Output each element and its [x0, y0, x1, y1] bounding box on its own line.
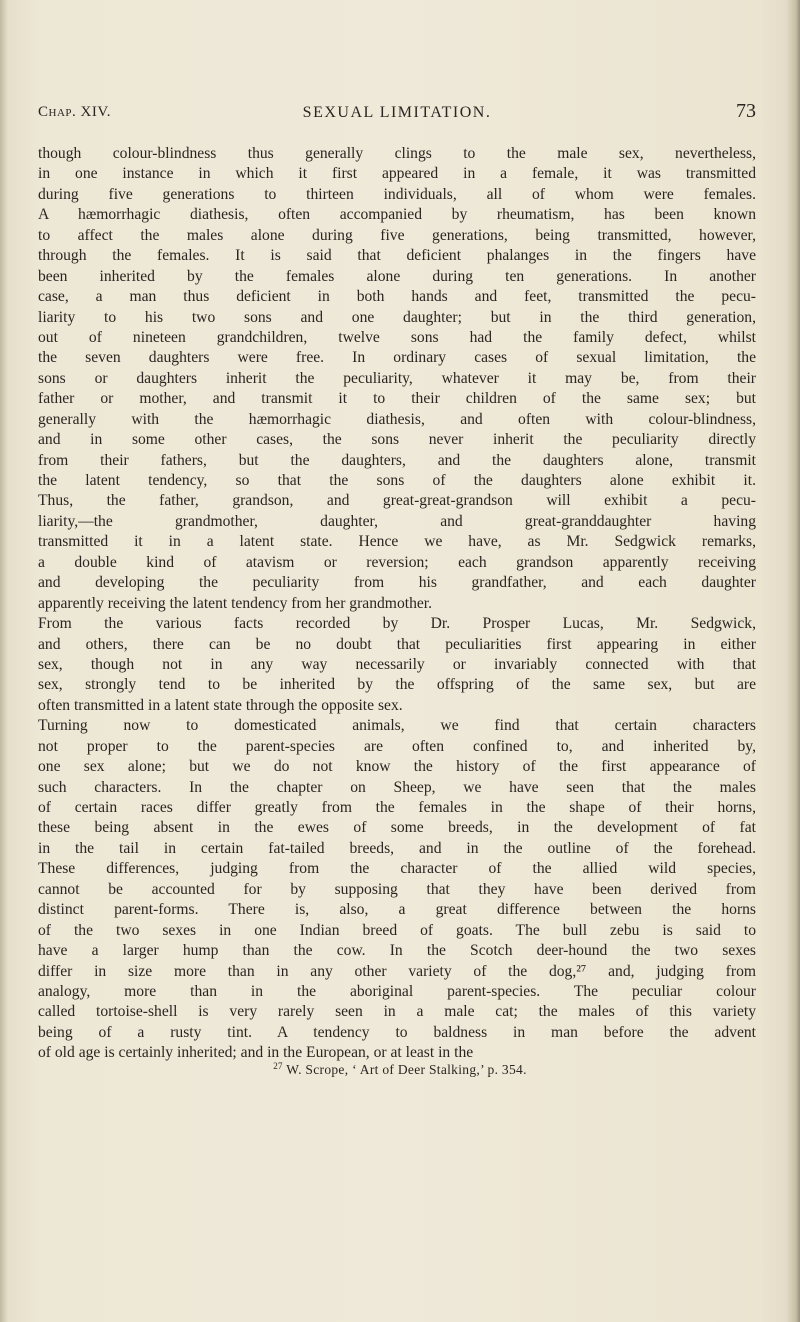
text-line: through the females. It is said that deficient phalanges in the fingers have	[38, 247, 756, 265]
text-line: have a larger hump than the cow. In the Scotch deer-hound the two sexes	[38, 942, 756, 960]
text-line: of certain races differ greatly from the females in the shape of their horns,	[38, 799, 756, 816]
text-line: apparently receiving the latent tendency from her grandmother.	[38, 594, 433, 612]
footnote-text: W. Scrope, ‘ Art of Deer Stalking,’ p. 354.	[282, 1062, 527, 1077]
text-line: to affect the males alone during five generations, being transmitted, however,	[38, 226, 756, 244]
text-line: Turning now to domesticated animals, we find that certain characters	[38, 717, 756, 735]
text-line: sex, strongly tend to be inherited by the offspring of the same sex, but are	[38, 676, 756, 694]
text-line: transmitted it in a latent state. Hence we have, as Mr. Sedgwick remarks,	[38, 533, 756, 551]
text-line: distinct parent-forms. There is, also, a great difference between the horns	[38, 901, 756, 919]
text-line: Thus, the father, grandson, and great-great-grandson will exhibit a pecu-	[38, 492, 756, 510]
running-title: SEXUAL LIMITATION.	[302, 104, 492, 121]
text-line: A hæmorrhagic diathesis, often accompanied by rheumatism, has been known	[38, 206, 756, 224]
page-left-shadow	[0, 0, 8, 1322]
page-header	[38, 100, 756, 134]
text-line: called tortoise-shell is very rarely seen in a male cat; the males of this variety	[38, 1003, 756, 1021]
text-line: out of nineteen grandchildren, twelve sons had the family defect, whilst	[38, 328, 756, 346]
text-line: though colour-blindness thus generally clings to the male sex, nevertheless,	[38, 145, 756, 162]
page-right-shadow	[786, 0, 800, 1322]
page-number: 73	[736, 100, 756, 122]
text-line: the seven daughters were free. In ordinary cases of sexual limitation, the	[38, 349, 756, 367]
text-line: and developing the peculiarity from his grandfather, and each daughter	[38, 574, 756, 592]
text-line: of the two sexes in one Indian breed of goats. The bull zebu is said to	[38, 921, 756, 939]
text-line: one sex alone; but we do not know the history of the first appearance of	[38, 758, 756, 776]
text-line: being of a rusty tint. A tendency to baldness in man before the advent	[38, 1023, 756, 1041]
text-line: been inherited by the females alone during ten generations. In another	[38, 267, 756, 285]
text-line: such characters. In the chapter on Sheep, we have seen that the males	[38, 778, 756, 796]
footnote	[0, 1061, 800, 1078]
text-line: differ in size more than in any other variety of the dog,²⁷ and, judging from	[38, 962, 756, 980]
text-line: the latent tendency, so that the sons of the daughters alone exhibit it.	[38, 472, 756, 489]
text-line: not proper to the parent-species are often confined to, and inherited by,	[38, 737, 756, 755]
text-line: liarity to his two sons and one daughter; but in the third generation,	[38, 308, 756, 326]
text-line: sons or daughters inherit the peculiarity, whatever it may be, from their	[38, 369, 756, 387]
text-line: in one instance in which it first appeared in a female, it was transmitted	[38, 165, 756, 183]
text-line: a double kind of atavism or reversion; each grandson apparently receiving	[38, 553, 756, 571]
text-line: cannot be accounted for by supposing that they have been derived from	[38, 880, 756, 898]
body-text	[38, 144, 756, 1064]
text-line: during five generations to thirteen individuals, all of whom were females.	[38, 185, 756, 203]
text-line: From the various facts recorded by Dr. Prosper Lucas, Mr. Sedgwick,	[38, 615, 756, 633]
text-line: generally with the hæmorrhagic diathesis, and often with colour-blindness,	[38, 410, 756, 428]
text-line: father or mother, and transmit it to their children of the same sex; but	[38, 390, 756, 408]
text-line: and others, there can be no doubt that peculiarities first appearing in either	[38, 635, 756, 653]
chapter-label: Chap. XIV.	[38, 104, 111, 120]
text-line: often transmitted in a latent state through the opposite sex.	[38, 696, 403, 714]
footnote-marker: 27	[273, 1061, 283, 1071]
text-line: of old age is certainly inherited; and in the European, or at least in the	[38, 1044, 474, 1062]
text-line: sex, though not in any way necessarily or invariably connected with that	[38, 655, 756, 673]
text-line: liarity,—the grandmother, daughter, and great-granddaughter having	[38, 512, 756, 530]
text-line: and in some other cases, the sons never inherit the peculiarity directly	[38, 431, 756, 449]
text-line: in the tail in certain fat-tailed breeds, and in the outline of the forehead.	[38, 839, 756, 857]
text-line: from their fathers, but the daughters, and the daughters alone, transmit	[38, 451, 756, 469]
text-line: These differences, judging from the character of the allied wild species,	[38, 860, 756, 878]
text-line: analogy, more than in the aboriginal parent-species. The peculiar colour	[38, 982, 756, 1000]
text-line: case, a man thus deficient in both hands and feet, transmitted the pecu-	[38, 288, 756, 306]
text-line: these being absent in the ewes of some breeds, in the development of fat	[38, 819, 756, 837]
